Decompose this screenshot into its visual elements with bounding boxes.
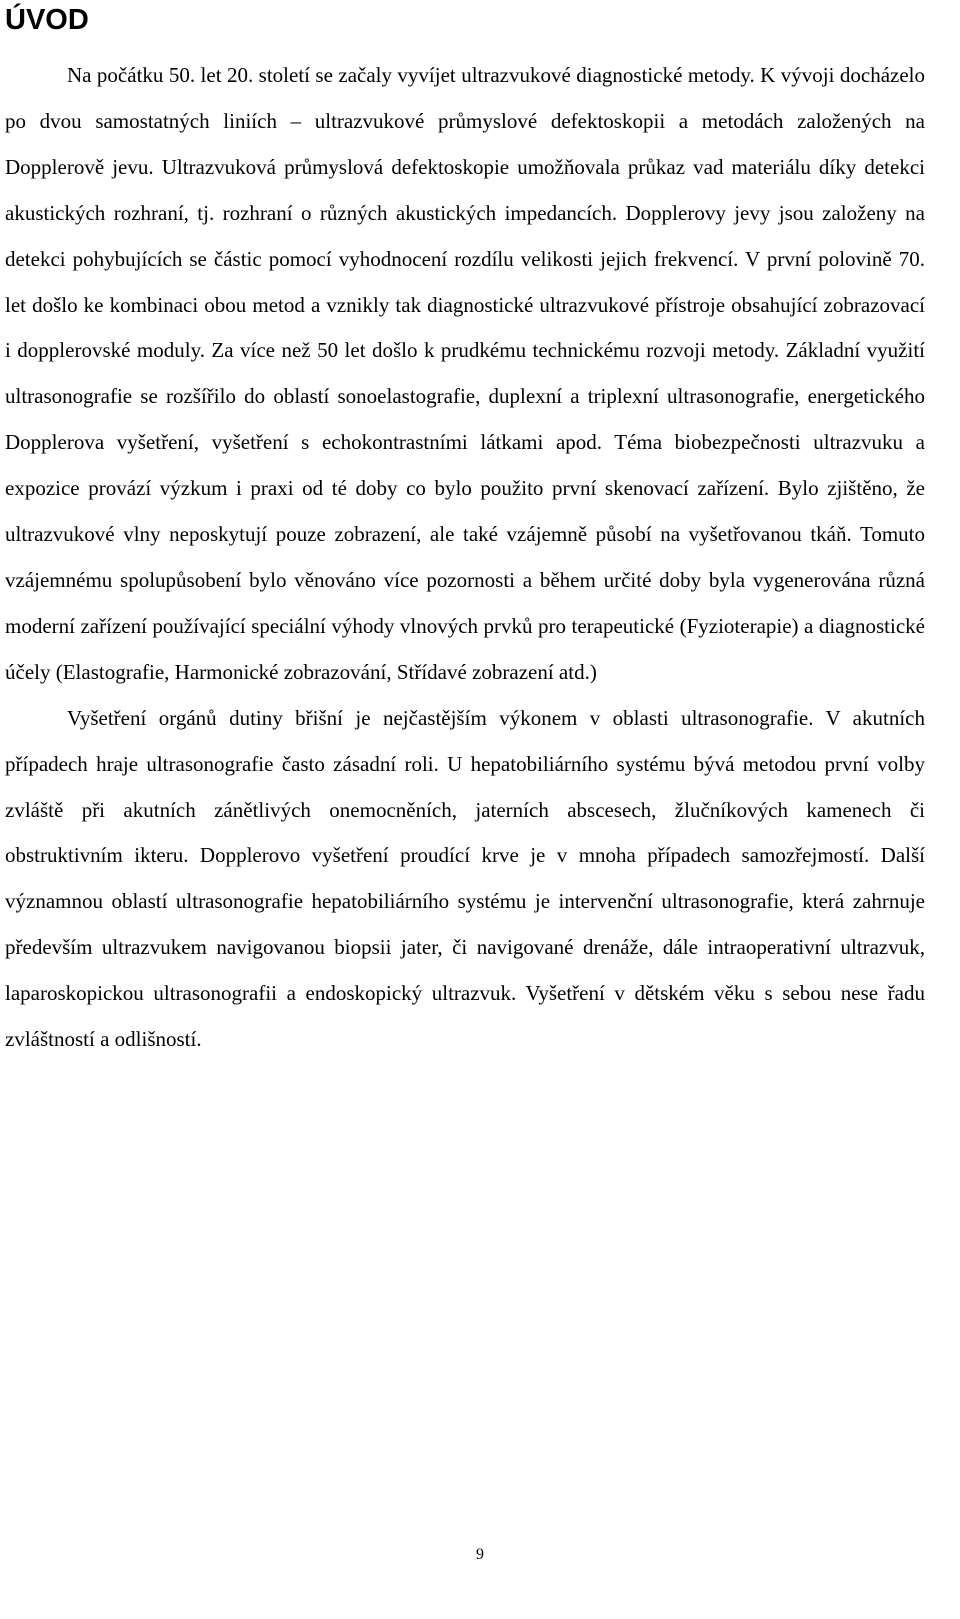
page-number: 9: [476, 1546, 484, 1563]
section-heading: ÚVOD: [5, 4, 89, 36]
paragraph-1: Na počátku 50. let 20. století se začaly vyvíjet ultrazvukové diagnostické metody. K vývoji docházelo po dvou samostatných liniích – ultrazvukové průmyslové defektoskopii a metodách založených na Dopplerově jevu. Ultrazvuková průmyslová defektoskopie umožňovala průkaz vad materiálu díky detekci akustických rozhraní, tj. rozhraní o různých akustických impedancích. Dopplerovy jevy jsou založeny na detekci pohybujících se částic pomocí vyhodnocení rozdílu velikosti jejich frekvencí. V první polovině 70. let došlo ke kombinaci obou metod a vznikly tak diagnostické ultrazvukové přístroje obsahující zobrazovací i dopplerovské moduly. Za více než 50 let došlo k prudkému technickému rozvoji metody. Základní využití ultrasonografie se rozšířilo do oblastí sonoelastografie, duplexní a triplexní ultrasonografie, energetického Dopplerova vyšetření, vyšetření s echokontrastními látkami apod. Téma biobezpečnosti ultrazvuku a expozice provází výzkum i praxi od té doby co bylo použito první skenovací zařízení. Bylo zjištěno, že ultrazvukové vlny neposkytují pouze zobrazení, ale také vzájemně působí na vyšetřovanou tkáň. Tomuto vzájemnému spolupůsobení bylo věnováno více pozornosti a během určité doby byla vygenerována různá moderní zařízení používající speciální výhody vlnových prvků pro terapeutické (Fyzioterapie) a diagnostické účely (Elastografie, Harmonické zobrazování, Střídavé zobrazení atd.): [5, 63, 925, 684]
body-text: [5, 53, 925, 1063]
paragraph-2: Vyšetření orgánů dutiny břišní je nejčastějším výkonem v oblasti ultrasonografie. V akutních případech hraje ultrasonografie často zásadní roli. U hepatobiliárního systému bývá metodou první volby zvláště při akutních zánětlivých onemocněních, jaterních abscesech, žlučníkových kamenech či obstruktivním ikteru. Dopplerovo vyšetření proudící krve je v mnoha případech samozřejmostí. Další významnou oblastí ultrasonografie hepatobiliárního systému je intervenční ultrasonografie, která zahrnuje především ultrazvukem navigovanou biopsii jater, či navigované drenáže, dále intraoperativní ultrazvuk, laparoskopickou ultrasonografii a endoskopický ultrazvuk. Vyšetření v dětském věku s sebou nese řadu zvláštností a odlišností.: [5, 705, 925, 1052]
